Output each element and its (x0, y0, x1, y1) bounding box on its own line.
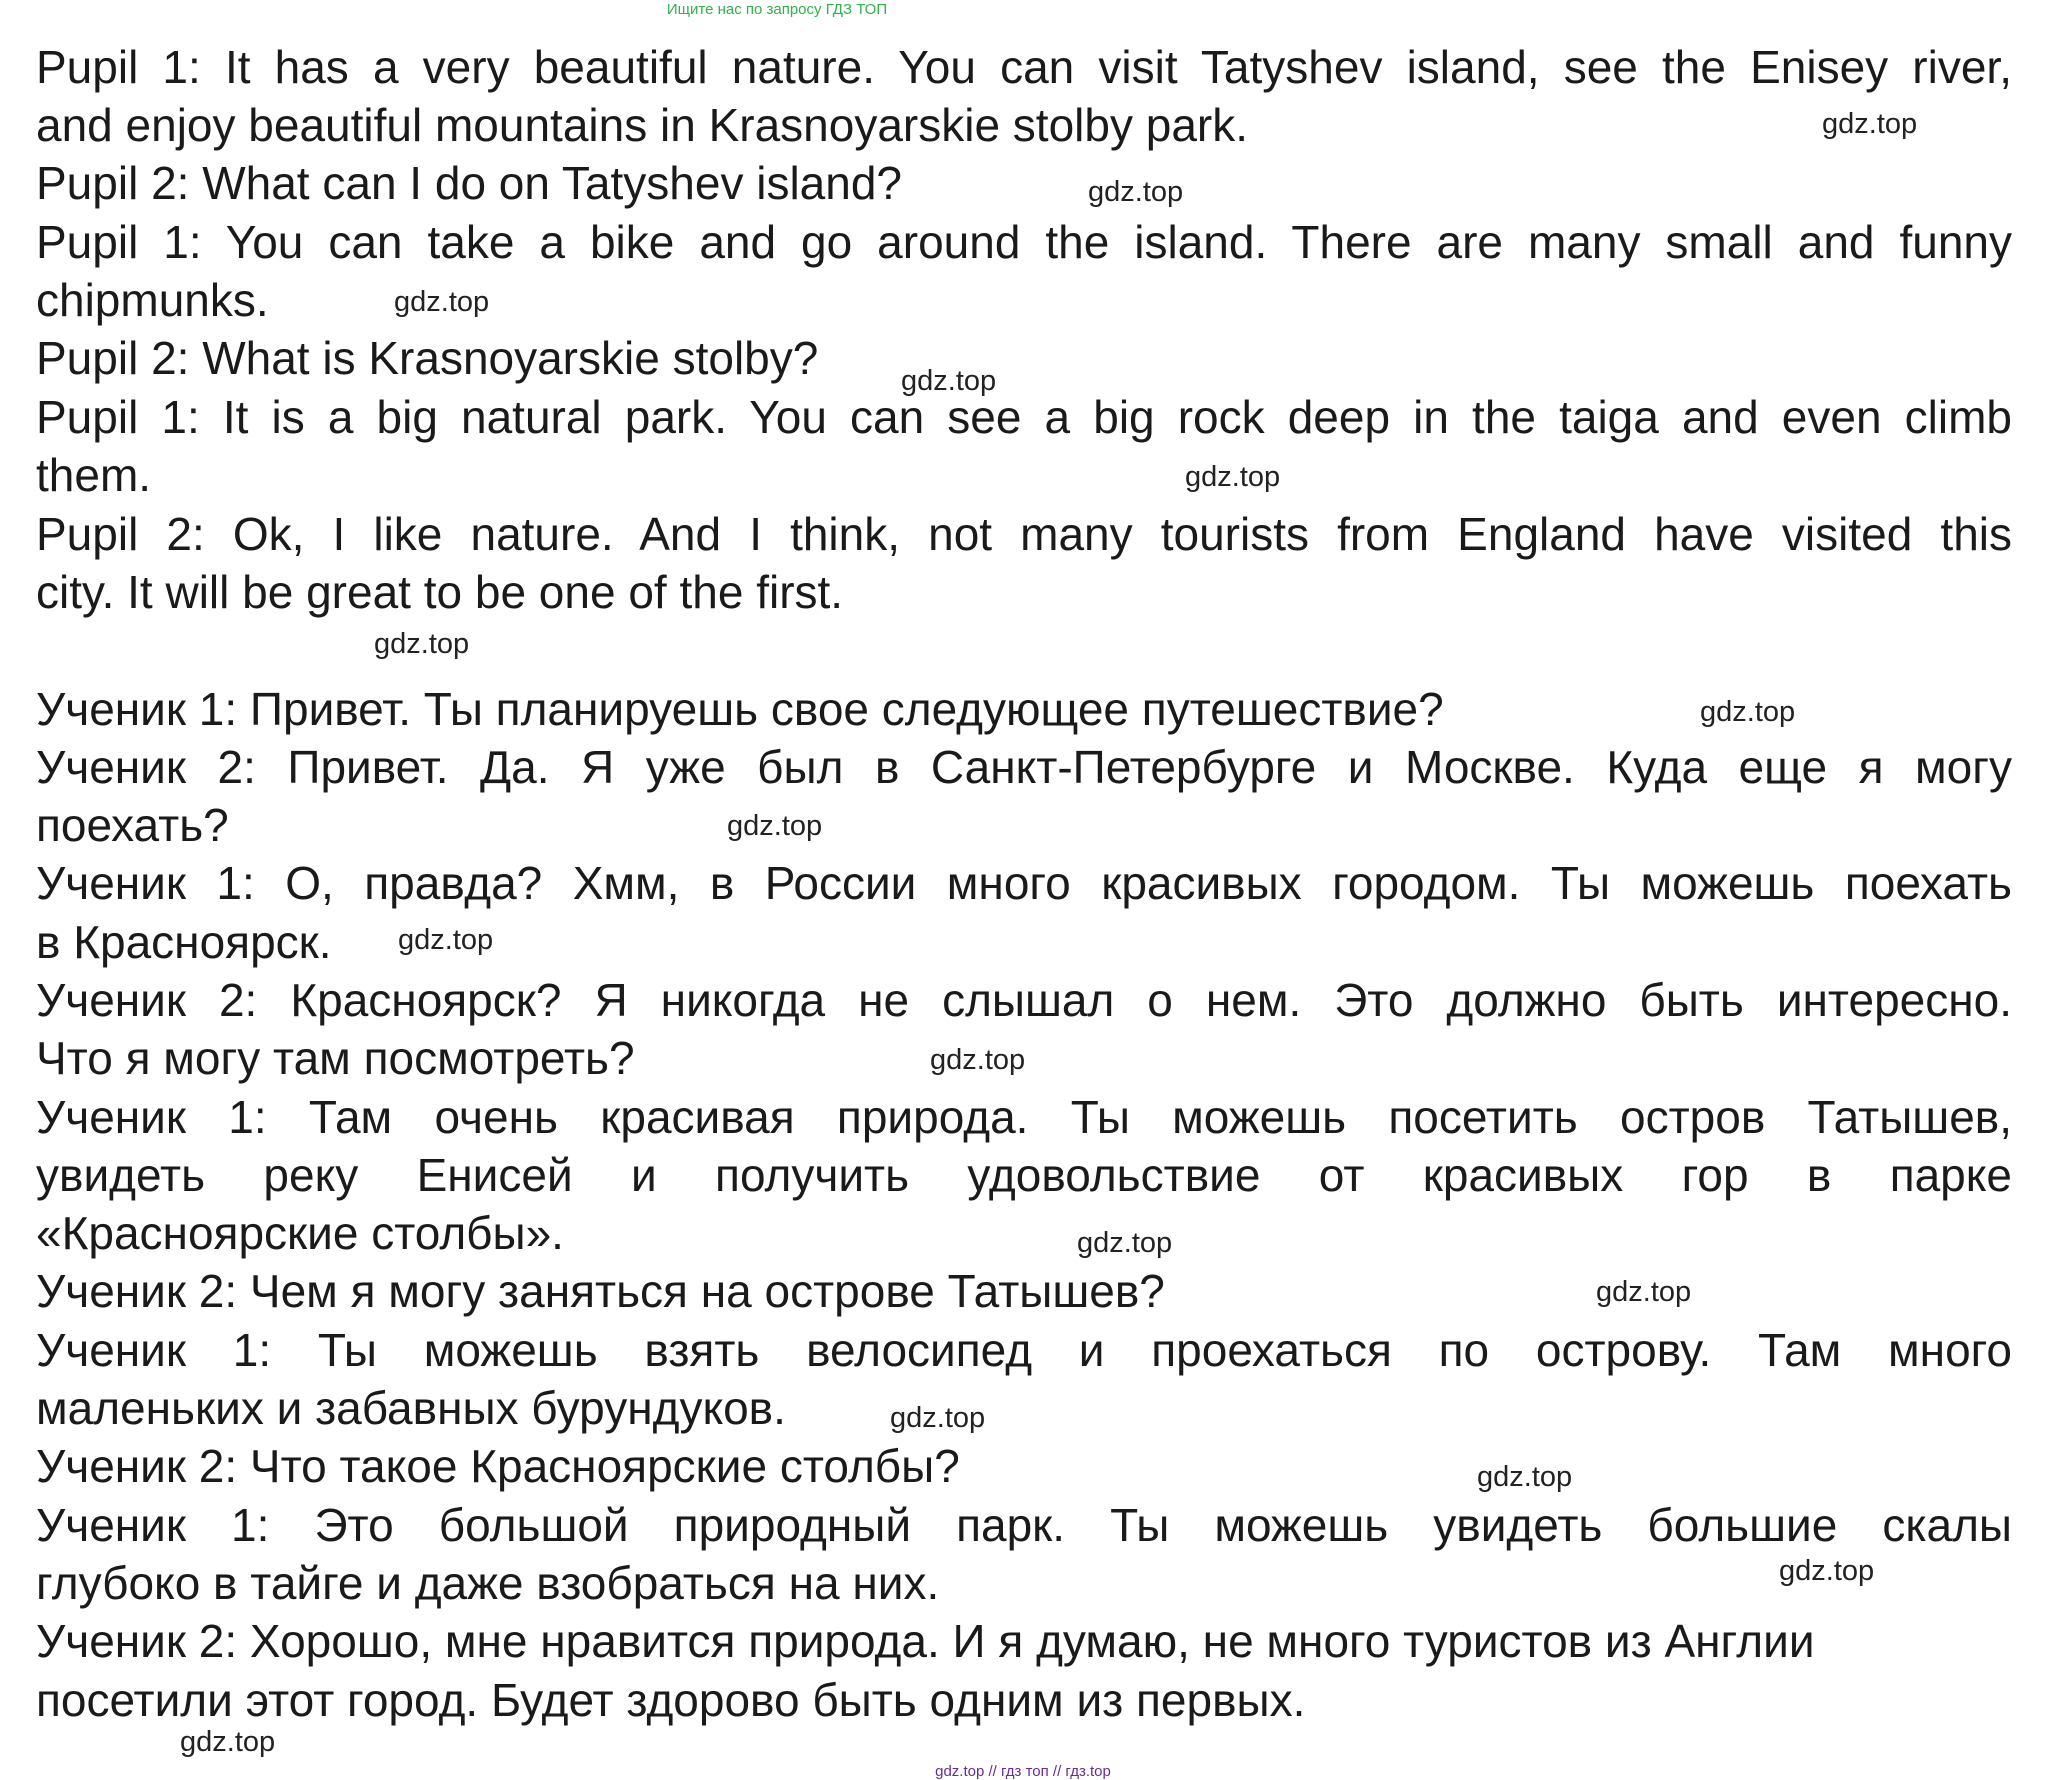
watermark: gdz.top (1077, 1227, 1173, 1259)
watermark: gdz.top (1700, 696, 1796, 728)
watermark: gdz.top (890, 1402, 986, 1434)
text-line: Ученик 1: Это большой природный парк. Ты можешь увидеть большие скалы (36, 1499, 2012, 1551)
text-line: Ученик 2: Хорошо, мне нравится природа. И я думаю, не много туристов из Англии (36, 1615, 1815, 1667)
text-line: Pupil 2: Ok, I like nature. And I think, not many tourists from England have visited this (36, 508, 2012, 560)
text-line: Ученик 1: Там очень красивая природа. Ты можешь посетить остров Татышев, (36, 1091, 2012, 1143)
text-line: Ученик 2: Привет. Да. Я уже был в Санкт-Петербурге и Москве. Куда еще я могу (36, 741, 2012, 793)
text-line: Ученик 1: О, правда? Хмм, в России много красивых городом. Ты можешь поехать (36, 857, 2012, 909)
text-line: Pupil 1: It is a big natural park. You can see a big rock deep in the taiga and even climb (36, 391, 2012, 443)
text-line: Pupil 1: You can take a bike and go around the island. There are many small and funny (36, 216, 2012, 268)
text-line: chipmunks. (36, 274, 269, 326)
text-line: глубоко в тайге и даже взобраться на них. (36, 1557, 940, 1609)
text-line: Pupil 2: What can I do on Tatyshev island? (36, 157, 903, 209)
text-line: посетили этот город. Будет здорово быть одним из первых. (36, 1674, 1306, 1726)
watermark: gdz.top (727, 810, 823, 842)
watermark: gdz.top (1088, 176, 1184, 208)
watermark: gdz.top (180, 1726, 276, 1758)
watermark: gdz.top (398, 924, 494, 956)
watermark: gdz.top (394, 286, 490, 318)
text-line: Ученик 2: Красноярск? Я никогда не слышал о нем. Это должно быть интересно. (36, 974, 2012, 1026)
text-line: Ученик 2: Что такое Красноярские столбы? (36, 1440, 960, 1492)
watermark: gdz.top (1596, 1276, 1692, 1308)
watermark: gdz.top (1779, 1555, 1875, 1587)
text-line: «Красноярские столбы». (36, 1207, 564, 1259)
text-line: city. It will be great to be one of the first. (36, 566, 844, 618)
text-line: маленьких и забавных бурундуков. (36, 1382, 786, 1434)
watermark: gdz.top (374, 628, 470, 660)
text-line: Pupil 2: What is Krasnoyarskie stolby? (36, 332, 819, 384)
top-banner: Ищите нас по запросу ГДЗ ТОП (666, 1, 888, 18)
text-line: Что я могу там посмотреть? (36, 1032, 635, 1084)
bottom-banner: gdz.top // гдз топ // гдз.top (935, 1763, 1111, 1780)
text-line: them. (36, 449, 152, 501)
text-line: Ученик 1: Ты можешь взять велосипед и проехаться по острову. Там много (36, 1324, 2012, 1376)
text-line: Ученик 2: Чем я могу заняться на острове Татышев? (36, 1265, 1165, 1317)
watermark: gdz.top (930, 1044, 1026, 1076)
text-line: поехать? (36, 799, 229, 851)
watermark: gdz.top (1477, 1461, 1573, 1493)
text-line: Ученик 1: Привет. Ты планируешь свое следующее путешествие? (36, 683, 1444, 735)
watermark: gdz.top (1185, 461, 1281, 493)
text-line: в Красноярск. (36, 916, 332, 968)
text-line: Pupil 1: It has a very beautiful nature. You can visit Tatyshev island, see the Enisey river, (36, 41, 2012, 93)
text-line: and enjoy beautiful mountains in Krasnoyarskie stolby park. (36, 99, 1249, 151)
watermark: gdz.top (901, 365, 997, 397)
watermark: gdz.top (1822, 108, 1918, 140)
text-line: увидеть реку Енисей и получить удовольствие от красивых гор в парке (36, 1149, 2012, 1201)
